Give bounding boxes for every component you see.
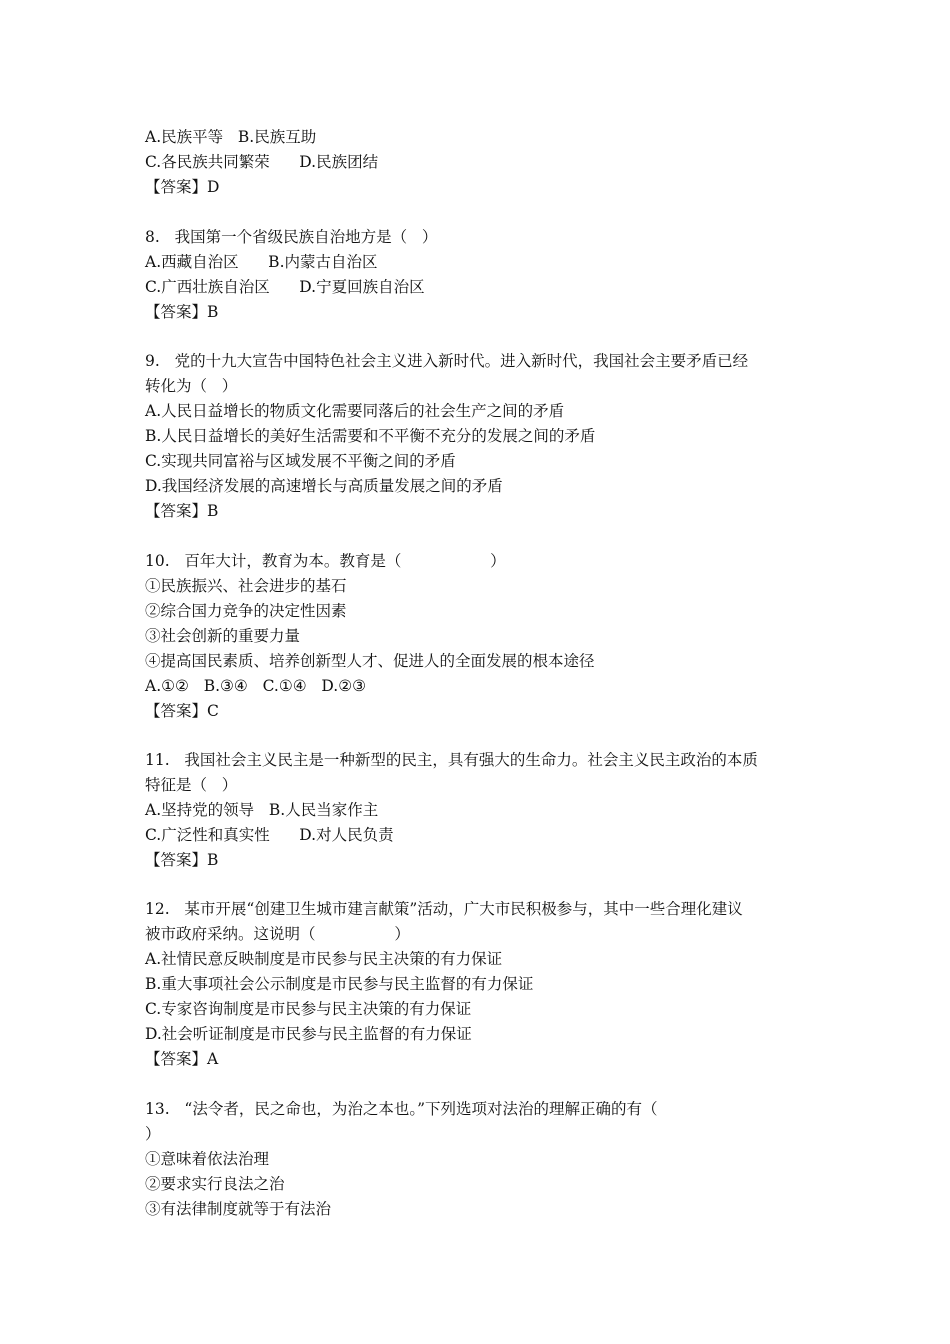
- question-line: 9. 党的十九大宣告中国特色社会主义进入新时代。进入新时代，我国社会主要矛盾已经: [145, 352, 749, 370]
- option-line: C.专家咨询制度是市民参与民主决策的有力保证: [145, 1000, 472, 1018]
- option-line: A.社情民意反映制度是市民参与民主决策的有力保证: [145, 950, 503, 968]
- statement-line: ③有法律制度就等于有法治: [145, 1200, 332, 1218]
- option-line: A.①② B.③④ C.①④ D.②③: [145, 677, 366, 695]
- statement-line: ④提高国民素质、培养创新型人才、促进人的全面发展的根本途径: [145, 652, 595, 670]
- question-line: 被市政府采纳。这说明（ ）: [145, 925, 410, 943]
- question-line: 11. 我国社会主义民主是一种新型的民主，具有强大的生命力。社会主义民主政治的本质: [145, 751, 758, 769]
- option-line: C.实现共同富裕与区域发展不平衡之间的矛盾: [145, 452, 456, 470]
- question-line: 12. 某市开展“创建卫生城市建言献策”活动，广大市民积极参与，其中一些合理化建议: [145, 900, 743, 918]
- option-line: C.广泛性和真实性 D.对人民负责: [145, 826, 394, 844]
- option-line: A.西藏自治区 B.内蒙古自治区: [145, 253, 378, 271]
- answer-line: 【答案】D: [145, 178, 220, 196]
- statement-line: ①民族振兴、社会进步的基石: [145, 577, 347, 595]
- statement-line: ①意味着依法治理: [145, 1150, 270, 1168]
- question-line: 转化为（ ）: [145, 377, 238, 395]
- answer-line: 【答案】B: [145, 851, 219, 869]
- answer-line: 【答案】B: [145, 303, 219, 321]
- option-line: A.坚持党的领导 B.人民当家作主: [145, 801, 379, 819]
- option-line: A.民族平等 B.民族互助: [145, 128, 317, 146]
- question-line: 8. 我国第一个省级民族自治地方是（ ）: [145, 228, 438, 246]
- question-line: 特征是（ ）: [145, 776, 238, 794]
- answer-line: 【答案】C: [145, 702, 219, 720]
- question-line: ）: [145, 1125, 161, 1143]
- option-line: C.广西壮族自治区 D.宁夏回族自治区: [145, 278, 425, 296]
- option-line: A.人民日益增长的物质文化需要同落后的社会生产之间的矛盾: [145, 402, 565, 420]
- option-line: D.社会听证制度是市民参与民主监督的有力保证: [145, 1025, 472, 1043]
- question-line: 10. 百年大计，教育为本。教育是（ ）: [145, 552, 506, 570]
- option-line: B.人民日益增长的美好生活需要和不平衡不充分的发展之间的矛盾: [145, 427, 596, 445]
- statement-line: ③社会创新的重要力量: [145, 627, 301, 645]
- statement-line: ②要求实行良法之治: [145, 1175, 285, 1193]
- option-line: C.各民族共同繁荣 D.民族团结: [145, 153, 379, 171]
- answer-line: 【答案】B: [145, 502, 219, 520]
- question-line: 13. “法令者，民之命也，为治之本也。”下列选项对法治的理解正确的有（: [145, 1100, 658, 1118]
- statement-line: ②综合国力竞争的决定性因素: [145, 602, 347, 620]
- option-line: D.我国经济发展的高速增长与高质量发展之间的矛盾: [145, 477, 503, 495]
- answer-line: 【答案】A: [145, 1050, 219, 1068]
- option-line: B.重大事项社会公示制度是市民参与民主监督的有力保证: [145, 975, 534, 993]
